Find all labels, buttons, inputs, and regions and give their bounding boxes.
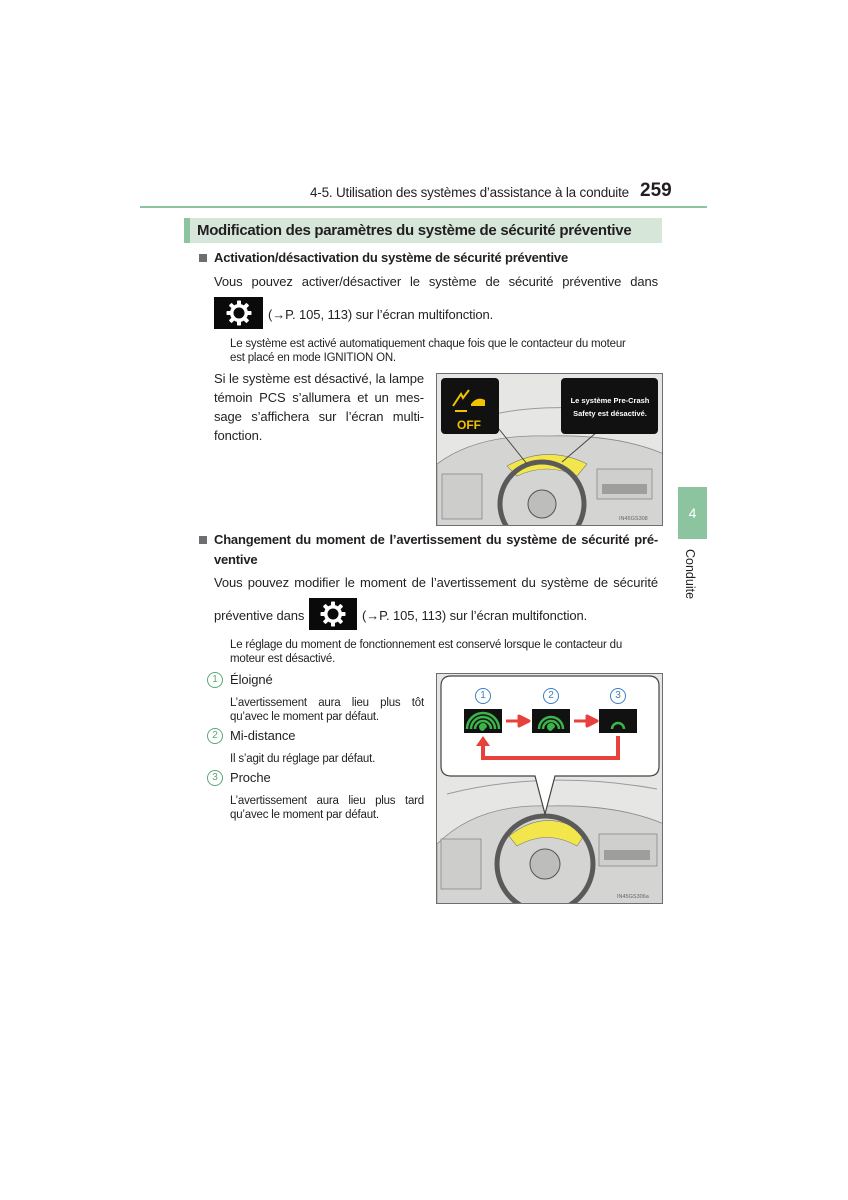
option-desc: L’avertissement aura lieu plus tard bbox=[230, 795, 424, 807]
pcs-disabled-message bbox=[565, 394, 655, 420]
option-desc: qu’avec le moment par défaut. bbox=[230, 809, 379, 821]
pcs-off-indicator: OFF bbox=[457, 418, 481, 432]
option-desc: Il s’agit du réglage par défaut. bbox=[230, 753, 376, 765]
option-label: Éloigné bbox=[230, 672, 273, 687]
paragraph-line: (→P. 105, 113) sur l’écran multifonction. bbox=[268, 307, 494, 322]
chapter-tab: 4 bbox=[678, 487, 707, 539]
message-line: Le système Pre-Crash bbox=[570, 396, 650, 405]
option-number: 1 bbox=[207, 672, 223, 688]
running-header: 4-5. Utilisation des systèmes d’assistance à la conduite bbox=[310, 185, 629, 200]
settings-gear-button bbox=[214, 297, 263, 329]
gear-icon bbox=[225, 299, 253, 327]
subheading-timing: Changement du moment de l’avertissement du système de sécurité pré- bbox=[214, 532, 658, 547]
paragraph-line: préventive dans bbox=[214, 608, 305, 623]
figure-code: IN45GS308 bbox=[619, 516, 648, 522]
bullet-square bbox=[199, 536, 207, 544]
pcs-warning-icon bbox=[449, 386, 489, 414]
dashboard-illustration-pcs-off bbox=[436, 373, 663, 526]
figure-code: IN45GS306a bbox=[617, 894, 649, 900]
option-number: 3 bbox=[207, 770, 223, 786]
note-line: moteur est désactivé. bbox=[230, 653, 336, 665]
paragraph-line: fonction. bbox=[214, 428, 263, 443]
note-line: Le système est activé automatiquement chaque fois que le contacteur du moteur bbox=[230, 338, 626, 350]
option-desc: L’avertissement aura lieu plus tôt bbox=[230, 697, 424, 709]
chapter-label bbox=[675, 549, 705, 609]
bullet-square bbox=[199, 254, 207, 262]
subheading-activation: Activation/désactivation du système de sécurité préventive bbox=[214, 250, 568, 265]
header-rule bbox=[140, 206, 707, 208]
figure-option-number: 2 bbox=[543, 688, 559, 704]
paragraph-line: témoin PCS s’allumera et un mes- bbox=[214, 390, 424, 405]
message-line: Safety est désactivé. bbox=[573, 409, 647, 418]
section-title: Modification des paramètres du système de sécurité préventive bbox=[197, 222, 632, 239]
subheading-timing-cont: ventive bbox=[214, 552, 258, 567]
option-desc: qu’avec le moment par défaut. bbox=[230, 711, 379, 723]
paragraph-line: (→P. 105, 113) sur l’écran multifonction. bbox=[362, 608, 588, 623]
chapter-label-text: Conduite bbox=[683, 549, 697, 600]
paragraph-line: Vous pouvez activer/désactiver le système de sécurité préventive dans bbox=[214, 274, 658, 289]
option-label: Proche bbox=[230, 770, 271, 785]
dashboard-illustration-timing bbox=[436, 673, 663, 904]
figure-option-number: 3 bbox=[610, 688, 626, 704]
paragraph-line: sage s’affichera sur l’écran multi- bbox=[214, 409, 424, 424]
paragraph-line: Vous pouvez modifier le moment de l’avertissement du système de sécurité bbox=[214, 575, 658, 590]
gear-icon bbox=[319, 600, 347, 628]
figure-option-number: 1 bbox=[475, 688, 491, 704]
note-line: est placé en mode IGNITION ON. bbox=[230, 352, 396, 364]
paragraph-line: Si le système est désactivé, la lampe bbox=[214, 371, 424, 386]
page-number: 259 bbox=[640, 180, 672, 201]
note-line: Le réglage du moment de fonctionnement est conservé lorsque le contacteur du bbox=[230, 639, 623, 651]
settings-gear-button bbox=[309, 598, 357, 630]
option-label: Mi-distance bbox=[230, 728, 296, 743]
option-number: 2 bbox=[207, 728, 223, 744]
